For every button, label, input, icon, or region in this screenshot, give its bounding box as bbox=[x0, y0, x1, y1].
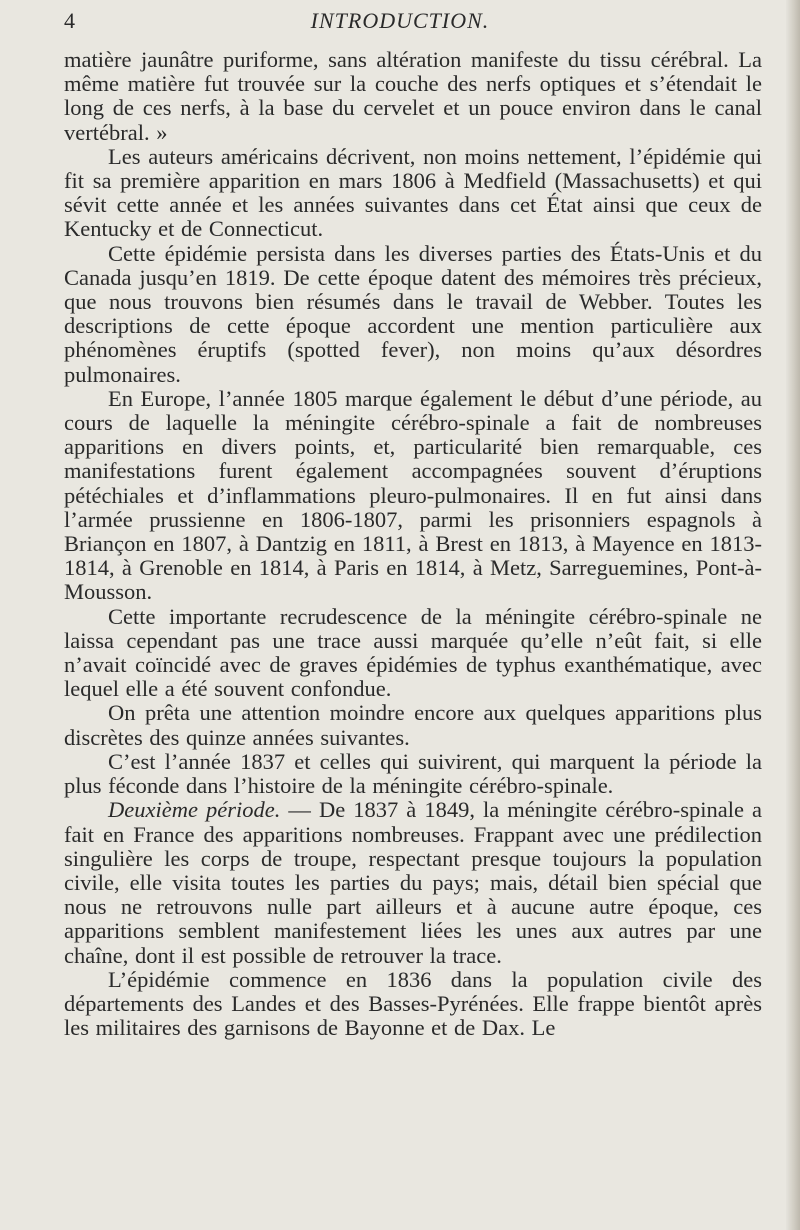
body-text bbox=[64, 48, 762, 1040]
paragraph: Deuxième période. — De 1837 à 1849, la méningite cérébro-spinale a fait en France des apparitions nombreuses. Frappant avec une prédilection singulière les corps de troupe, respectant presque toujours la population civile, elle visita toutes les parties du pays; mais, détail bien spécial que nous ne retrouvons nulle part ailleurs et à aucune autre époque, ces apparitions semblent manifestement liées les unes aux autres par une chaîne, dont il est possible de retrouver la trace. bbox=[64, 797, 762, 968]
paragraph: En Europe, l’année 1805 marque également le début d’une période, au cours de laquelle la méningite cérébro-spinale a fait de nombreuses apparitions en divers points, et, particularité bien remarquable, ces manifestations furent également accompagnées souvent d’éruptions pétéchiales et d’inflammations pleuro-pulmonaires. Il en fut ainsi dans l’armée prussienne en 1806-1807, parmi les prisonniers espagnols à Briançon en 1807, à Dantzig en 1811, à Brest en 1813, à Mayence en 1813-1814, à Grenoble en 1814, à Paris en 1814, à Metz, Sarreguemines, Pont-à-Mousson. bbox=[64, 385, 762, 605]
paragraph: Cette importante recrudescence de la méningite cérébro-spinale ne laissa cependant pas une trace aussi marquée qu’elle n’eût fait, si elle n’avait coïncidé avec de graves épidémies de typhus exanthématique, avec lequel elle a été souvent confondue. bbox=[64, 603, 762, 702]
page-number: 4 bbox=[64, 8, 75, 33]
paragraph: Cette épidémie persista dans les diverses parties des États-Unis et du Canada jusqu’en 1819. De cette époque datent des mémoires très précieux, que nous trouvons bien résumés dans le travail de Webber. Toutes les descriptions de cette époque accordent une mention particulière aux phénomènes éruptifs (spotted fever), non moins qu’aux désordres pulmonaires. bbox=[64, 240, 762, 387]
paragraph: L’épidémie commence en 1836 dans la population civile des départements des Landes et des Basses-Pyrénées. Elle frappe bientôt après les militaires des garnisons de Bayonne et de Dax. Le bbox=[64, 966, 762, 1041]
paragraph: matière jaunâtre puriforme, sans altération manifeste du tissu cérébral. La même matière fut trouvée sur la couche des nerfs optiques et s’étendait le long de ces nerfs, à la base du cervelet et un pouce environ dans le canal vertébral. » bbox=[64, 47, 762, 145]
running-head: INTRODUCTION. bbox=[310, 8, 490, 33]
section-lead: Deuxième période. bbox=[108, 797, 281, 823]
paragraph: C’est l’année 1837 et celles qui suivirent, qui marquent la période la plus féconde dans l’histoire de la méningite cérébro-spinale. bbox=[64, 748, 762, 799]
page-edge bbox=[786, 0, 800, 1230]
page-header bbox=[0, 6, 800, 40]
paragraph: On prêta une attention moindre encore aux quelques apparitions plus discrètes des quinze années suivantes. bbox=[64, 700, 762, 750]
paragraph: Les auteurs américains décrivent, non moins nettement, l’épidémie qui fit sa première apparition en mars 1806 à Medfield (Massachusetts) et qui sévit cette année et les années suivantes dans cet État ainsi que ceux de Kentucky et de Connecticut. bbox=[64, 143, 762, 242]
